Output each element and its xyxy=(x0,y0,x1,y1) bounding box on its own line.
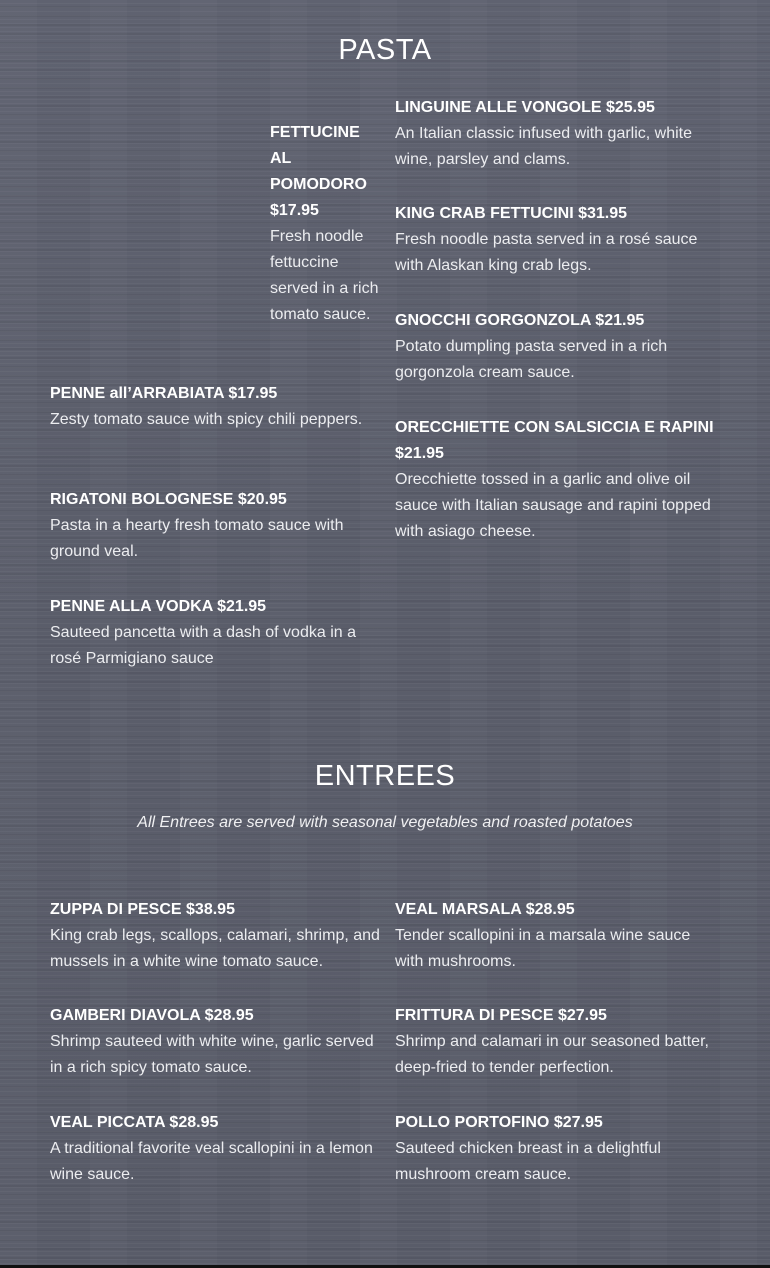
item-price: $27.95 xyxy=(553,1114,603,1131)
menu-item-fettucine-al-pomodoro xyxy=(270,120,380,328)
item-name: ORECCHIETTE CON SALSICCIA E RAPINI xyxy=(395,419,714,436)
item-price: $25.95 xyxy=(605,99,655,116)
item-price: $21.95 xyxy=(395,445,444,462)
item-description: Fresh noodle fettuccine served in a rich tomato sauce. xyxy=(270,228,379,323)
menu-item-frittura-di-pesce xyxy=(395,1003,720,1081)
item-price: $28.95 xyxy=(525,901,575,918)
item-description: An Italian classic infused with garlic, white wine, parsley and clams. xyxy=(395,125,693,168)
menu-item-king-crab-fettucini xyxy=(395,201,720,279)
item-price: $31.95 xyxy=(578,205,628,222)
menu-item-veal-marsala xyxy=(395,897,720,975)
item-description: Shrimp and calamari in our seasoned batter, deep-fried to tender perfection. xyxy=(395,1033,709,1076)
menu-item-veal-piccata xyxy=(50,1110,380,1188)
item-price: $17.95 xyxy=(270,202,319,219)
menu-item-penne-arrabiata xyxy=(50,381,380,433)
item-description: Orecchiette tossed in a garlic and olive oil sauce with Italian sausage and rapini topped with asiago cheese. xyxy=(395,471,711,540)
item-name: RIGATONI BOLOGNESE xyxy=(50,491,234,508)
entrees-title: ENTREES xyxy=(314,760,456,792)
item-price: $21.95 xyxy=(217,598,267,615)
item-name: ZUPPA DI PESCE xyxy=(50,901,182,918)
item-price: $38.95 xyxy=(186,901,235,918)
menu-item-pollo-portofino xyxy=(395,1110,720,1188)
item-description: Pasta in a hearty fresh tomato sauce with ground veal. xyxy=(50,517,344,560)
item-description: Potato dumpling pasta served in a rich gorgonzola cream sauce. xyxy=(395,338,668,381)
pasta-title: PASTA xyxy=(338,34,432,66)
menu-item-rigatoni-bolognese xyxy=(50,487,380,565)
item-price: $28.95 xyxy=(204,1007,254,1024)
menu-item-zuppa-di-pesce xyxy=(50,897,380,975)
item-description: Tender scallopini in a marsala wine sauce with mushrooms. xyxy=(395,927,691,970)
item-price: $17.95 xyxy=(228,385,278,402)
item-name: VEAL PICCATA xyxy=(50,1114,165,1131)
item-description: A traditional favorite veal scallopini in a lemon wine sauce. xyxy=(50,1140,373,1183)
item-name: FETTUCINE AL POMODORO xyxy=(270,124,367,193)
item-name: GAMBERI DIAVOLA xyxy=(50,1007,201,1024)
item-description: Sauteed chicken breast in a delightful mushroom cream sauce. xyxy=(395,1140,661,1183)
menu-item-orecchiette xyxy=(395,415,720,545)
item-name: PENNE ALLA VODKA xyxy=(50,598,213,615)
item-name: VEAL MARSALA xyxy=(395,901,522,918)
item-description: Zesty tomato sauce with spicy chili peppers. xyxy=(50,411,363,428)
menu-item-linguine-alle-vongole xyxy=(395,95,720,173)
item-price: $21.95 xyxy=(595,312,645,329)
item-price: $28.95 xyxy=(169,1114,219,1131)
menu-item-penne-alla-vodka xyxy=(50,594,380,672)
item-description: Fresh noodle pasta served in a rosé sauce with Alaskan king crab legs. xyxy=(395,231,698,274)
item-name: KING CRAB FETTUCINI xyxy=(395,205,574,222)
item-name: LINGUINE ALLE VONGOLE xyxy=(395,99,602,116)
item-name: FRITTURA DI PESCE xyxy=(395,1007,554,1024)
item-price: $20.95 xyxy=(237,491,287,508)
menu-item-gamberi-diavola xyxy=(50,1003,380,1081)
item-description: Sauteed pancetta with a dash of vodka in a rosé Parmigiano sauce xyxy=(50,624,356,667)
entrees-subtitle: All Entrees are served with seasonal vegetables and roasted potatoes xyxy=(137,814,633,831)
item-price: $27.95 xyxy=(557,1007,607,1024)
item-description: Shrimp sauteed with white wine, garlic served in a rich spicy tomato sauce. xyxy=(50,1033,374,1076)
item-name: POLLO PORTOFINO xyxy=(395,1114,550,1131)
item-name: GNOCCHI GORGONZOLA xyxy=(395,312,591,329)
item-description: King crab legs, scallops, calamari, shrimp, and mussels in a white wine tomato sauce. xyxy=(50,927,380,970)
menu-item-gnocchi-gorgonzola xyxy=(395,308,720,386)
item-name: PENNE all’ARRABIATA xyxy=(50,385,224,402)
